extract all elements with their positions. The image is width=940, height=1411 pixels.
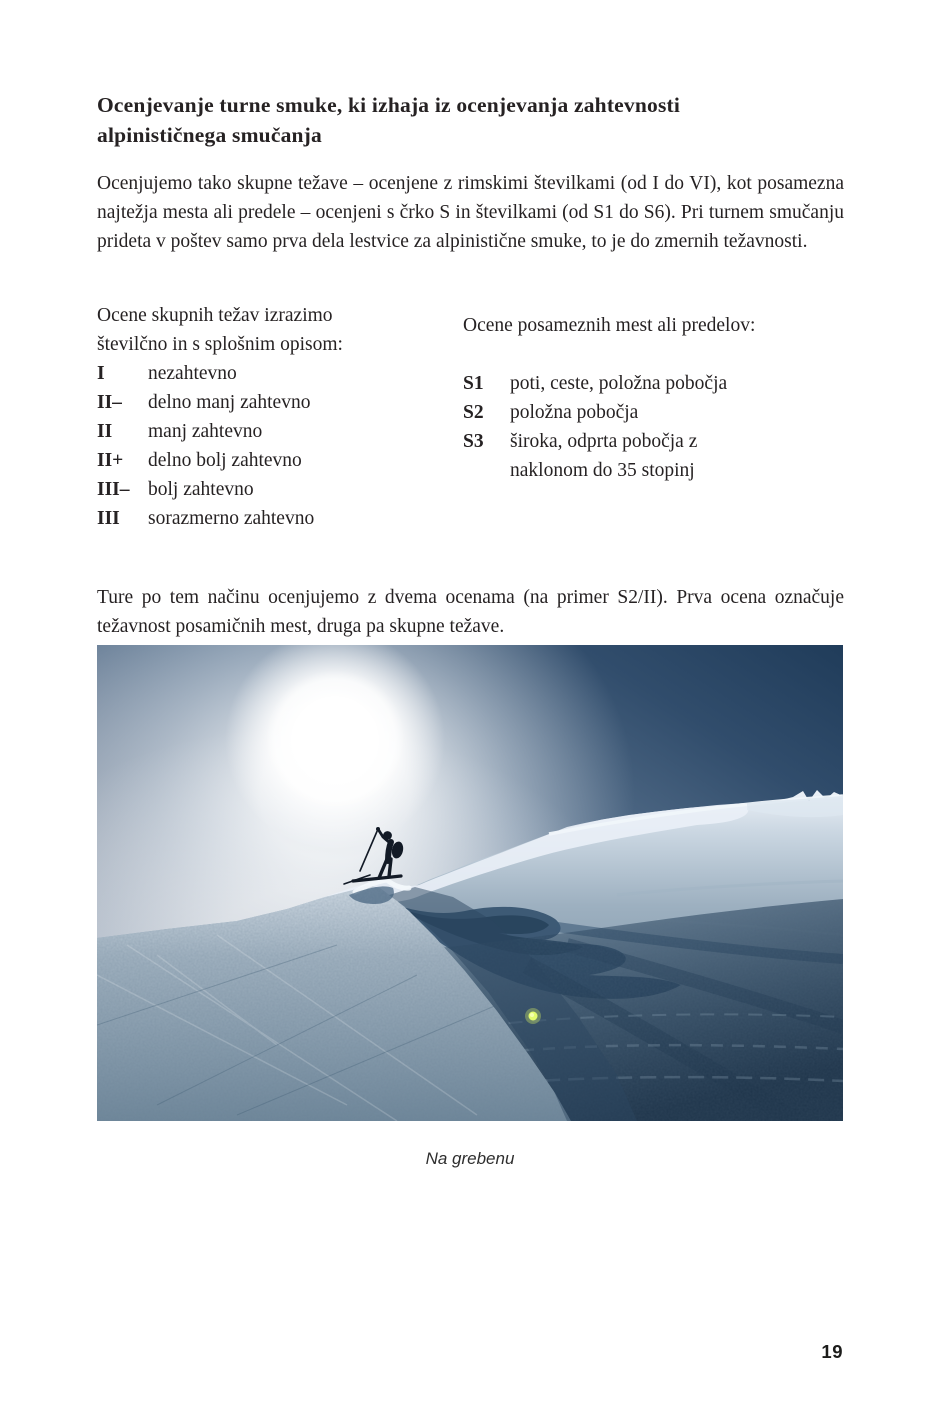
page-title: Ocenjevanje turne smuke, ki izhaja iz ocenjevanja zahtevnosti alpinističnega smučanja xyxy=(97,93,681,148)
grade-desc: delno manj zahtevno xyxy=(148,392,311,413)
grade-row xyxy=(97,388,437,417)
photo-caption: Na grebenu xyxy=(425,1149,515,1168)
grade-row xyxy=(463,369,813,398)
grade-label: III– xyxy=(97,479,130,500)
grade-desc: položna pobočja xyxy=(510,402,639,423)
grade-label: S1 xyxy=(463,373,484,394)
grade-row xyxy=(97,475,437,504)
grade-desc: široka, odprta pobočja z naklonom do 35 stopinj xyxy=(510,431,698,481)
grade-label: II– xyxy=(97,392,122,413)
grade-row xyxy=(463,398,813,427)
grade-row xyxy=(97,359,437,388)
grade-row xyxy=(97,504,437,533)
closing-paragraph: Ture po tem načinu ocenjujemo z dvema ocenama (na primer S2/II). Prva ocena označuje težavnost posamičnih mest, druga pa skupne težave. xyxy=(97,586,844,637)
grade-row xyxy=(463,427,813,485)
intro-paragraph: Ocenjujemo tako skupne težave – ocenjene z rimskimi številkami (od I do VI), kot posamezna najtežja mesta ali predele – ocenjeni s črko S in številkami (od S1 do S6). Pri turnem smučanju prideta v poštev samo prva dela lestvice za alpinistične smuke, to je do zmernih težavnosti. xyxy=(97,172,844,252)
overall-grades-list xyxy=(97,301,437,533)
grade-desc: sorazmerno zahtevno xyxy=(148,508,315,529)
grade-label: S3 xyxy=(463,431,484,452)
grade-row xyxy=(97,417,437,446)
grade-label: II+ xyxy=(97,450,124,471)
grade-label: S2 xyxy=(463,402,484,423)
page-number: 19 xyxy=(821,1341,843,1362)
ridge-photo xyxy=(97,645,843,1121)
grade-desc: nezahtevno xyxy=(148,363,237,384)
grade-desc: delno bolj zahtevno xyxy=(148,450,302,471)
grade-desc: manj zahtevno xyxy=(148,421,263,442)
grade-label: I xyxy=(97,363,105,384)
grade-row xyxy=(97,446,437,475)
flare-dot xyxy=(525,1008,541,1024)
section-grades-list xyxy=(463,311,813,485)
overall-grades-header: Ocene skupnih težav izrazimo številčno in s splošnim opisom: xyxy=(97,305,343,355)
grade-label: III xyxy=(97,508,120,529)
section-grades-header: Ocene posameznih mest ali predelov: xyxy=(463,315,756,336)
grade-desc: bolj zahtevno xyxy=(148,479,254,500)
grade-desc: poti, ceste, položna pobočja xyxy=(510,373,728,394)
grade-label: II xyxy=(97,421,113,442)
